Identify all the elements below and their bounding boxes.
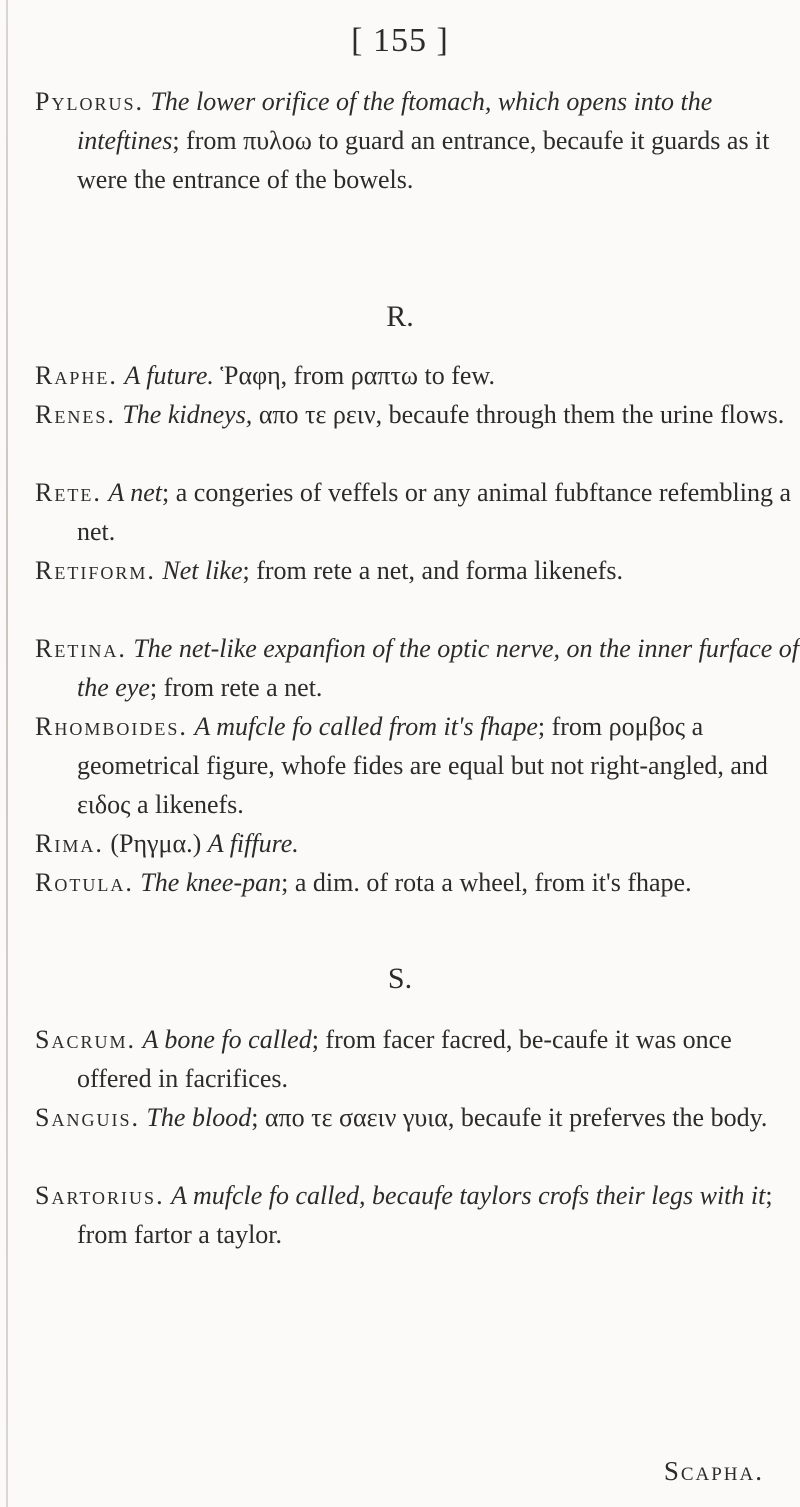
entry-definition: The lower orifice of the ftomach, which opens into the inteftines [77,87,713,155]
entry-definition: A future. [124,361,214,390]
entry-etymology: απο τε ρειν, becaufe through them the urine flows. [258,400,785,429]
entry-sartorius [35,1176,800,1254]
entry-etymology: ; from πυλοω to guard an entrance, becaufe it guards as it were the entrance of the bowels. [77,126,770,194]
catchword: Scapha. [663,1456,764,1486]
entry-headword: Rima. [35,829,104,858]
entry-headword: Raphe. [35,361,118,390]
entry-headword: Rete. [35,478,102,507]
entry-definition: A bone fo called [142,1025,312,1054]
page-edge-shadow [6,0,8,1507]
entry-headword: Sartorius. [35,1181,165,1210]
entry-etymology: Ῥαφη, from ραπτω to few. [220,361,496,390]
entry-definition: The net-like expanfion of the optic nerve, on the inner furface of the eye [77,634,800,702]
entry-rete [35,473,800,551]
entry-headword: Retina. [35,634,127,663]
entry-etymology: ; from rete a net. [149,673,323,702]
entry-headword: Pylorus. [35,87,144,116]
entry-etymology: (Ρηγμα.) [110,829,202,858]
entry-definition: The kidneys, [122,400,253,429]
entry-etymology: ; a congeries of veffels or any animal fubftance refembling a net. [77,478,792,546]
entry-retina [35,629,800,707]
entry-etymology: ; from ρομβος a geometrical figure, whofe fides are equal but not right-angled, and ειδος a likenefs. [77,712,768,819]
entry-headword: Sanguis. [35,1103,140,1132]
entry-sanguis [35,1098,800,1137]
entry-raphe [35,356,800,395]
entry-pylorus [35,82,800,199]
entry-headword: Retiform. [35,556,156,585]
entry-etymology: ; a dim. of rota a wheel, from it's fhape. [281,868,692,897]
entry-definition: The blood [146,1103,252,1132]
entry-definition: A fiffure. [207,829,299,858]
entry-rotula [35,863,800,902]
entry-retiform [35,551,800,590]
entry-etymology: ; from fartor a taylor. [77,1181,773,1249]
entry-sacrum [35,1020,800,1098]
entry-etymology: ; from facer facred, be-caufe it was once offered in facrifices. [77,1025,732,1093]
page-number: [ 155 ] [351,22,449,59]
section-letter-s: S. [387,962,413,995]
entry-definition: The knee-pan [140,868,282,897]
entry-headword: Rhomboides. [35,712,188,741]
entry-definition: A net [108,478,163,507]
entry-renes [35,395,800,434]
entry-etymology: ; απο τε σαειν γυια, becaufe it preferves the body. [251,1103,768,1132]
entry-headword: Renes. [35,400,116,429]
entry-definition: A mufcle fo called, becaufe taylors crofs their legs with it [171,1181,766,1210]
entry-definition: Net like [162,556,243,585]
entry-rhomboides [35,707,800,824]
entry-rima [35,824,800,863]
entry-headword: Rotula. [35,868,134,897]
entry-headword: Sacrum. [35,1025,136,1054]
entry-definition: A mufcle fo called from it's fhape [194,712,538,741]
section-letter-r: R. [386,300,414,333]
entry-etymology: ; from rete a net, and forma likenefs. [242,556,623,585]
